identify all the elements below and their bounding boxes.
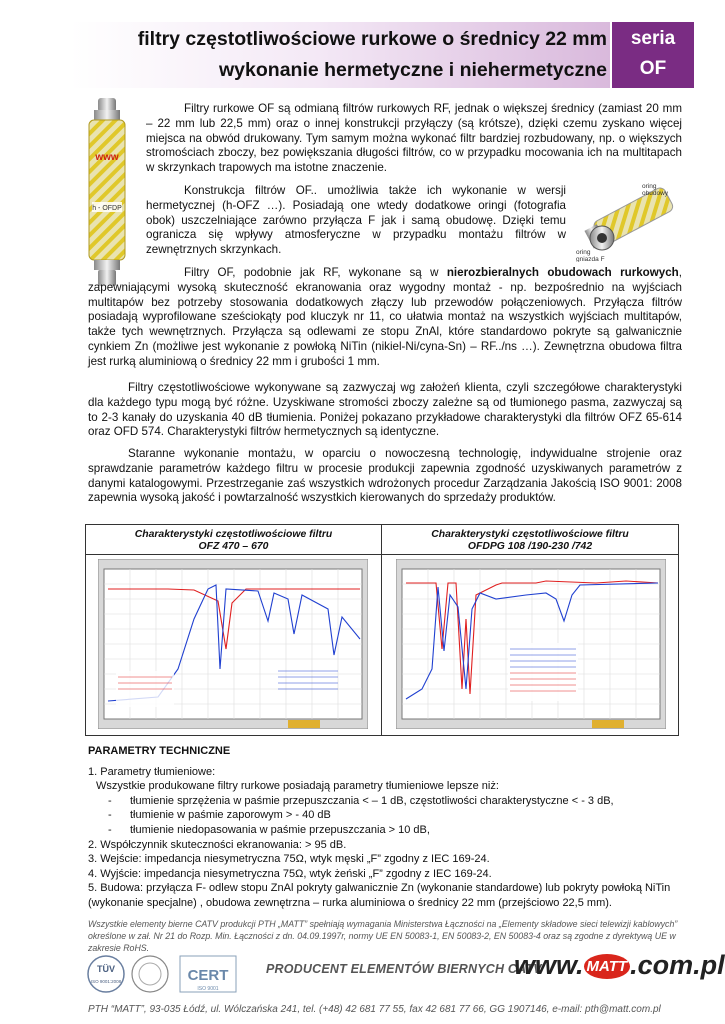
chart-screenshot-left — [98, 559, 368, 729]
param-bullet-2 — [88, 808, 684, 823]
matt-logo-badge: MATT — [584, 954, 631, 979]
bullet-dash: - — [108, 794, 112, 807]
intro-paragraph-5: Staranne wykonanie montażu, w oparciu o nowoczesną technologię, indywidualne strojenie oraz sprawdzanie parametrów każdego filtru w procesie produkcji zapewnia zgodność uzyskiwanych parametrów z danymi katalogowymi. Przestrzeganie zaś wszystkich wdrożonych procedur Zarządzania Jakością ISO 9001: 2008 zapewnia wysoką jakość i powtarzalność wszystkich kierowanych do sprzedaży produktów. — [88, 447, 682, 505]
intro-paragraph-1: Filtry rurkowe OF są odmianą filtrów rurkowych RF, jednak o większej średnicy (zamiast 20 mm – 22 mm lub 22,5 mm) oraz o innej konstrukcji przyłączy (są krótsze), dzięki czemu zyskano więcej miejsca na obwód drukowany. Tym samym można wykonać filtr bardziej rozbudowany, np. o większych stromościach zboczy, bez powiększania długości filtrów, co w przypadku mocowania ich na multitapach w skrzynkach trapowych ma istotne znaczenie. — [146, 102, 682, 175]
param-2: 2. Współczynnik skuteczności ekranowania: > 95 dB. — [88, 838, 347, 851]
param-bullet-1 — [88, 794, 684, 809]
chart-cell-left — [86, 525, 382, 735]
bullet-dash: - — [108, 823, 112, 836]
param-3: 3. Wejście: impedancja niesymetryczna 75Ω, wtyk męski „F” zgodny z IEC 169-24. — [88, 853, 490, 866]
chart-left-title-line2: OFZ 470 – 670 — [198, 541, 269, 552]
iso-2008-text: ISO 9001:2008 — [90, 979, 122, 984]
www-prefix: www. — [514, 950, 584, 980]
chart-title-left — [86, 525, 381, 555]
param-1: 1. Parametry tłumieniowe: — [88, 765, 216, 778]
param-4: 4. Wyjście: impedancja niesymetryczna 75Ω, wtyk żeński „F” zgodny z IEC 169-24. — [88, 867, 492, 880]
filter-www-text: www — [95, 152, 119, 163]
intro-paragraph-4: Filtry częstotliwościowe wykonywane są zazwyczaj wg założeń klienta, czyli szczegółowe charakterystyki dla każdego typu mogą być różne. Uzyskiwane stromości zboczy zależne są od tłumionego pasma, zazwyczaj są to 2-3 kanały do uzyskania 40 dB tłumienia. Poniżej pokazano przykładowe charakterystyki dla filtrów OFZ 65-614 oraz OFD 574. Charakterystyki filtrów hermetycznych są identyczne. — [88, 381, 682, 439]
title-line-2: wykonanie hermetyczne i niehermetyczne — [219, 59, 607, 81]
tuv-logo-text: TÜV — [97, 964, 115, 974]
p3-part-c: , zapewniającymi wysoką skuteczność ekranowania oraz wygodny montaż - np. bezpośrednio na wyjściach multitapów bez potrzeby stosowania dodatkowych złączy lub przewodów połączeniowych. Przyłącza filtrów posiadają wyprofilowane sześciokąty pod kluczyk nr 11, co ułatwia montaż na wszystkich wyjściach multitapów, także tych wewnętrznych. Przyłącza są odlewami ze stopu ZnAl, które standardowo pokryte są galwanicznie cynkiem Zn (możliwe jest wykonanie z powłoką NiTin (nikiel-Ni/cyna-Sn) – RF../ns …). Zewnętrzna obudowa filtra jest rurką aluminiową o średnicy 22 mm i grubości 1 mm. — [88, 266, 682, 368]
charts-table — [85, 524, 679, 736]
producer-slogan: PRODUCENT ELEMENTÓW BIERNYCH CATV — [266, 962, 542, 976]
oring-label-2: obudowy — [642, 190, 669, 197]
intro-paragraph-2: Konstrukcja filtrów OF.. umożliwia także ich wykonanie w wersji hermetycznej (h-OFZ …). Posiadają one wtedy dodatkowe oringi (fotografia obok) uszczelniające zarówno przyłącza F jak i samą obudowę. Dzięki temu ogranicza się wpływy atmosferyczne w przypadku montażu filtrów w zewnętrznych skrzynkach. — [146, 184, 566, 257]
www-suffix: .com.pl — [630, 950, 725, 980]
chart-right-title-line1: Charakterystyki częstotliwościowe filtru — [431, 529, 629, 540]
seria-label: seria — [630, 28, 676, 49]
website-logo[interactable] — [514, 950, 725, 981]
oring-label-4: gniazda F — [576, 256, 605, 262]
cert-iso-text: ISO 9001 — [197, 986, 219, 992]
chart-screenshot-right — [396, 559, 666, 729]
param-bullet-3 — [88, 823, 684, 838]
param-bullet-3-text: tłumienie niedopasowania w paśmie przepuszczania > 10 dB, — [130, 823, 430, 836]
chart-cell-right — [382, 525, 678, 735]
footer-disclaimer: Wszystkie elementy bierne CATV produkcji PTH „MATT” spełniają wymagania Ministerstwa Łączności na „Elementy składowe sieci telewizji kablowych” określone w zał. Nr 21 do Rozp. Min. Łączności z dn. 04.09.1997r, normy UE EN 50083-1, EN 50083-2, EN 50083-4 oraz są zgodne z dyrektywą UE w zakresie RoHS. — [88, 919, 678, 953]
cert-logo-text: CERT — [187, 967, 229, 984]
seria-code: OF — [639, 58, 667, 79]
technical-parameters — [88, 744, 684, 911]
oring-label-1: oring — [642, 183, 657, 190]
chart-left-title-line1: Charakterystyki częstotliwościowe filtru — [134, 529, 333, 540]
param-1-intro: Wszystkie produkowane filtry rurkowe posiadają parametry tłumieniowe lepsze niż: — [96, 780, 499, 793]
oring-label-3: oring — [576, 249, 591, 256]
p3-bold: nierozbieralnych obudowach rurkowych — [446, 266, 679, 279]
chart-title-right — [382, 525, 678, 555]
chart-right-title-line2: OFDPG 108 /190-230 /742 — [467, 541, 593, 552]
title-line-1: filtry częstotliwościowe rurkowe o średnicy 22 mm — [137, 28, 607, 50]
params-heading: PARAMETRY TECHNICZNE — [88, 745, 231, 757]
seria-badge — [612, 22, 694, 88]
param-5: 5. Budowa: przyłącza F- odlew stopu ZnAl pokryty galwanicznie Zn (wykonanie standardowe) lub pokryty powłoką NiTin (wykonanie specjalne) , obudowa zewnętrzna – rurka aluminiowa o średnicy 22 mm (przejściowo 22,5 mm). — [88, 882, 671, 909]
intro-paragraph-3 — [88, 266, 682, 370]
p3-part-a: Filtry OF, podobnie jak RF, wykonane są w — [184, 266, 447, 279]
bullet-dash: - — [108, 809, 112, 822]
oring-photo — [574, 176, 682, 262]
filter-label-text: h - OFDP — [92, 205, 122, 212]
filter-product-photo — [84, 98, 130, 286]
company-address: PTH “MATT”, 93-035 Łódź, ul. Wólczańska 241, tel. (+48) 42 681 77 55, fax 42 681 77 66, GG 1907146, e-mail: pth@matt.com.pl — [88, 1004, 661, 1015]
page-header — [0, 22, 725, 88]
param-bullet-1-text: tłumienie sprzężenia w paśmie przepuszczania < – 1 dB, częstotliwości charakterystyczne < - 3 dB, — [130, 794, 614, 807]
param-bullet-2-text: tłumienie w paśmie zaporowym > - 40 dB — [130, 809, 331, 822]
